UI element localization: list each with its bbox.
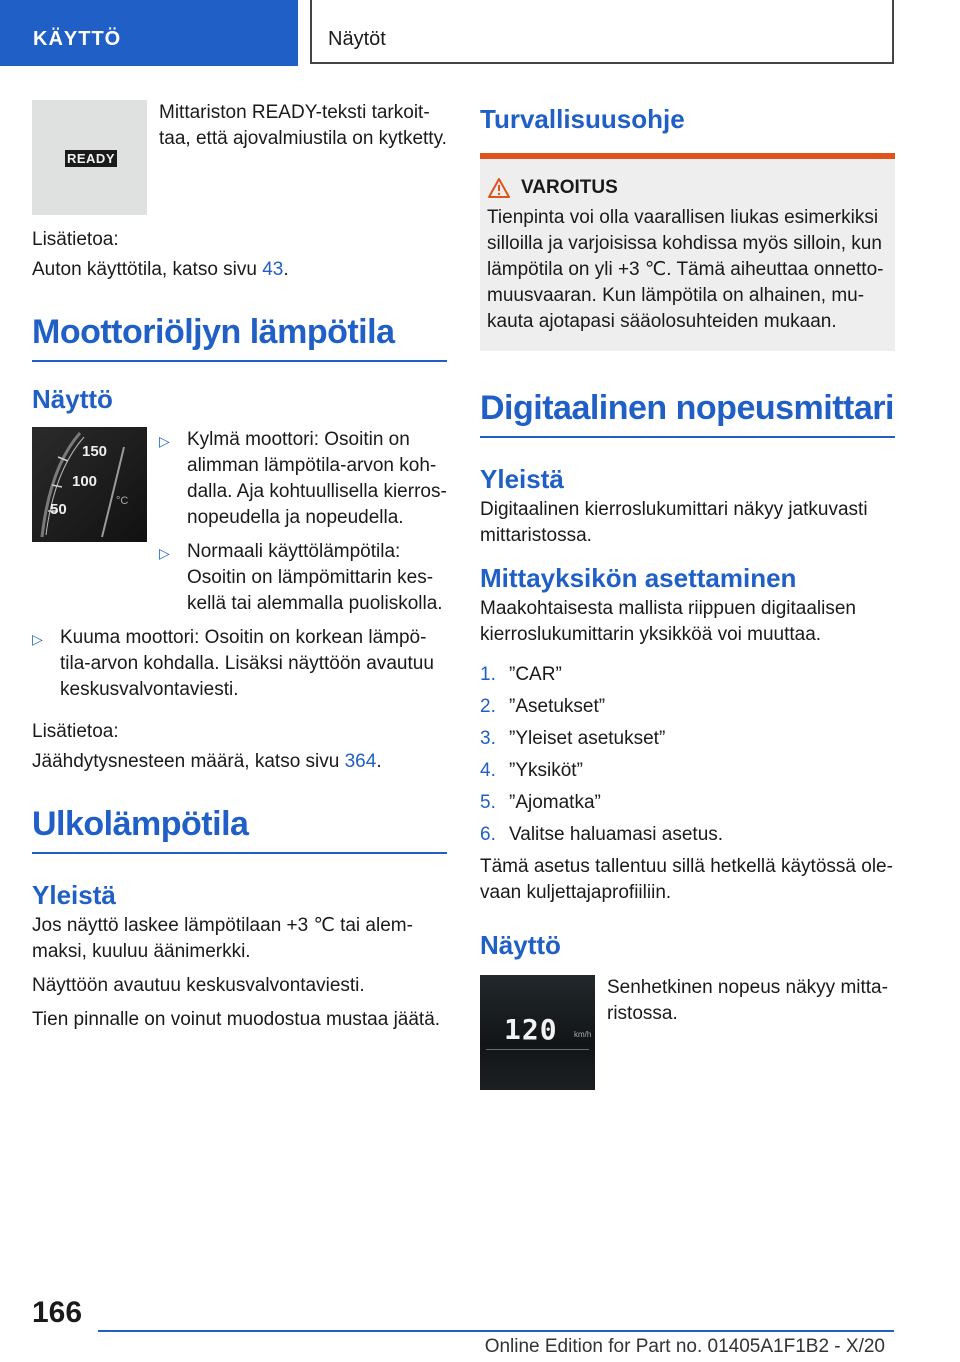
oil-gauge-image (32, 427, 147, 542)
list-item: 6. Valitse haluamasi asetus. (480, 824, 724, 845)
list-item: 1. ”CAR” (480, 664, 562, 685)
page-link-364[interactable]: 364 (344, 751, 377, 772)
gauge-label-150: 150 (82, 443, 108, 460)
oil-display-subheading: Näyttö (32, 384, 113, 414)
list-item: 4. ”Yksiköt” (480, 760, 583, 781)
triangle-bullet-icon: ▷ (32, 631, 43, 647)
speedo-heading: Digitaalinen nopeusmittari (480, 389, 895, 438)
list-item: ▷ Kylmä moottori: Osoitin on alimman lämpötila-arvon koh- dalla. Aja kohtuullisella kierros- nopeudella ja nopeudella. (159, 427, 447, 531)
gauge-unit-label: °C (116, 495, 129, 507)
list-item: 5. ”Ajomatka” (480, 792, 601, 813)
left-column (32, 100, 447, 1033)
list-item: ▷ Normaali käyttölämpötila: Osoitin on lämpömittarin kes- kellä tai alemmalla puoliskolla. (159, 539, 447, 617)
speed-display-image (480, 975, 595, 1090)
speed-value: 120 (504, 1013, 558, 1046)
page-link-43[interactable]: 43 (262, 259, 284, 280)
section-tab[interactable]: Näytöt (310, 0, 894, 64)
oil-temp-heading: Moottoriöljyn lämpötila (32, 313, 447, 362)
outside-general-subheading: Yleistä (32, 880, 116, 910)
ready-indicator-image (32, 100, 147, 215)
edition-text: Online Edition for Part no. 01405A1F1B2 - X/20 (484, 1336, 885, 1357)
page-header (0, 0, 960, 66)
steps-list (480, 662, 895, 848)
ready-label: READY (66, 151, 115, 166)
ready-block (32, 100, 447, 215)
display-subheading: Näyttö (480, 930, 561, 960)
speedo-general-subheading: Yleistä (480, 464, 564, 494)
warning-title: VAROITUS (521, 177, 618, 198)
display-divider (486, 1049, 589, 1050)
oil-gauge-block (32, 427, 447, 617)
unit-text: Maakohtaisesta mallista riippuen digitaalisen kierroslukumittarin yksikköä voi muuttaa. (480, 598, 856, 645)
triangle-bullet-icon: ▷ (159, 433, 170, 449)
speed-unit: km/h (574, 1030, 592, 1039)
info-text: Jäähdytysnesteen määrä, katso sivu 364. (32, 751, 382, 772)
triangle-bullet-icon: ▷ (159, 545, 170, 561)
warning-text: Tienpinta voi olla vaarallisen liukas esimerkiksi silloilla ja varjoisissa kohdissa myös silloin, kun lämpötila on yli +3 ℃. Tämä aiheuttaa onnetto- muusvaaran. Kun lämpötila on alhainen, mu- kauta ajotapasi sääolosuhteiden mukaan. (487, 207, 884, 332)
footer-divider (98, 1330, 894, 1332)
warning-box (480, 153, 895, 351)
gauge-label-50: 50 (50, 501, 67, 518)
ready-text: Mittariston READY-teksti tarkoit- taa, että ajovalmiustila on kytketty. (159, 102, 447, 149)
warning-header (487, 177, 885, 199)
info-text: Auton käyttötila, katso sivu 43. (32, 259, 289, 280)
outside-text-2: Näyttöön avautuu keskusvalvontaviesti. (32, 975, 365, 996)
right-column (480, 100, 895, 1090)
outside-text-1: Jos näyttö laskee lämpötilaan +3 ℃ tai alem- maksi, kuuluu äänimerkki. (32, 915, 413, 962)
list-item: 2. ”Asetukset” (480, 696, 606, 717)
unit-subheading: Mittayksikön asettaminen (480, 563, 797, 593)
chapter-tab[interactable]: KÄYTTÖ (0, 0, 298, 66)
list-item: ▷ Kuuma moottori: Osoitin on korkean lämpö- tila-arvon kohdalla. Lisäksi näyttöön avautuu keskusvalvontaviesti. (32, 625, 447, 703)
outside-text-3: Tien pinnalle on voinut muodostua mustaa jäätä. (32, 1009, 441, 1030)
display-text: Senhetkinen nopeus näkyy mitta- ristossa. (607, 977, 888, 1024)
speed-display-block (480, 975, 895, 1090)
oil-bullets-top (159, 427, 447, 617)
profile-text: Tämä asetus tallentuu sillä hetkellä käytössä ole- vaan kuljettajaprofiiliin. (480, 856, 893, 903)
list-item: 3. ”Yleiset asetukset” (480, 728, 666, 749)
safety-heading: Turvallisuusohje (480, 104, 685, 134)
gauge-label-100: 100 (72, 473, 98, 490)
page-number: 166 (32, 1296, 83, 1329)
warning-triangle-icon (487, 177, 511, 199)
outside-temp-heading: Ulkolämpötila (32, 805, 447, 854)
info-label: Lisätietoa: (32, 721, 119, 742)
info-label: Lisätietoa: (32, 229, 119, 250)
speedo-general-text: Digitaalinen kierroslukumittari näkyy jatkuvasti mittaristossa. (480, 499, 868, 546)
